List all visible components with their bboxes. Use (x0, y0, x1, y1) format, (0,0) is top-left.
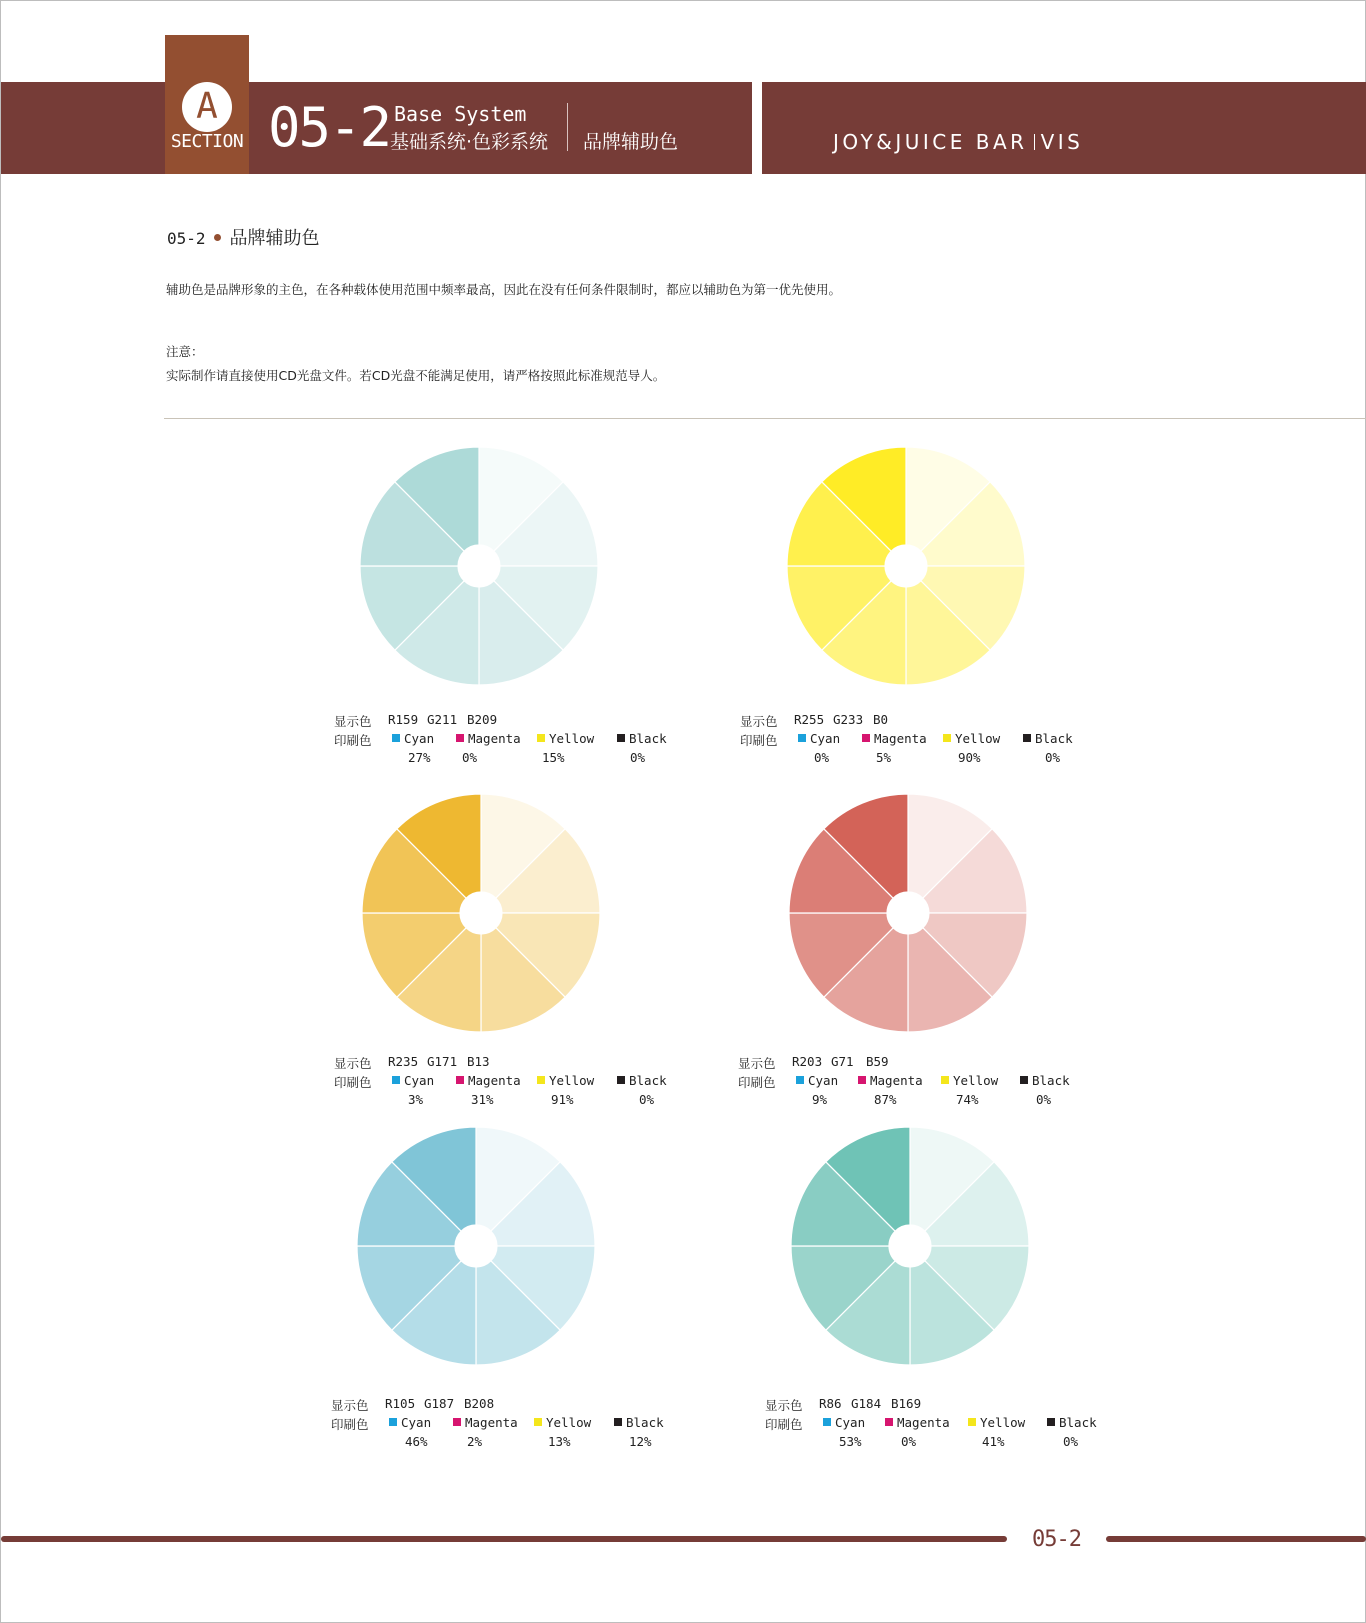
section-heading (167, 224, 320, 250)
black-percent: 0% (1045, 750, 1061, 765)
display-color-label: 显示色 (331, 1398, 369, 1413)
magenta-label: Magenta (468, 1073, 521, 1088)
cyan-swatch-icon (796, 1076, 804, 1084)
wheel-center-hole (460, 892, 502, 934)
brand-name-right: VIS (1040, 130, 1084, 154)
magenta-swatch-icon (862, 734, 870, 742)
header-bar-right (762, 82, 1366, 174)
display-color-label: 显示色 (334, 1056, 372, 1071)
black-swatch-icon (617, 1076, 625, 1084)
rgb-b: B169 (891, 1396, 922, 1411)
brand-separator (1034, 134, 1035, 150)
yellow-label: Yellow (955, 731, 1001, 746)
print-color-label: 印刷色 (738, 1075, 776, 1090)
content-divider (164, 418, 1366, 419)
footer-page-number: 05-2 (1032, 1527, 1081, 1552)
rgb-g: G71 (831, 1054, 854, 1069)
section-heading-number: 05-2 (167, 229, 206, 248)
cyan-percent: 27% (408, 750, 431, 765)
black-label: Black (1035, 731, 1073, 746)
black-label: Black (1059, 1415, 1097, 1430)
magenta-percent: 87% (874, 1092, 897, 1107)
rgb-r: R255 (794, 712, 825, 727)
magenta-label: Magenta (874, 731, 927, 746)
print-color-label: 印刷色 (765, 1417, 803, 1432)
yellow-percent: 90% (958, 750, 981, 765)
rgb-b: B208 (464, 1396, 495, 1411)
black-swatch-icon (617, 734, 625, 742)
rgb-g: G171 (427, 1054, 458, 1069)
yellow-percent: 13% (548, 1434, 571, 1449)
black-percent: 0% (1063, 1434, 1079, 1449)
black-percent: 12% (629, 1434, 652, 1449)
yellow-swatch-icon (941, 1076, 949, 1084)
rgb-g: G233 (833, 712, 864, 727)
magenta-label: Magenta (465, 1415, 518, 1430)
magenta-swatch-icon (456, 1076, 464, 1084)
bullet-dot (214, 234, 221, 241)
footer-line-left (1, 1536, 1007, 1542)
color-wheel-red (788, 793, 1028, 1033)
black-label: Black (629, 731, 667, 746)
section-heading-title: 品牌辅助色 (229, 228, 320, 249)
color-wheel-teal (359, 446, 599, 686)
magenta-percent: 0% (462, 750, 478, 765)
cyan-percent: 46% (405, 1434, 428, 1449)
magenta-label: Magenta (897, 1415, 950, 1430)
yellow-percent: 91% (551, 1092, 574, 1107)
black-swatch-icon (1047, 1418, 1055, 1426)
print-color-label: 印刷色 (331, 1417, 369, 1432)
cyan-swatch-icon (392, 1076, 400, 1084)
display-color-label: 显示色 (738, 1056, 776, 1071)
wheel-center-hole (889, 1225, 931, 1267)
cyan-swatch-icon (389, 1418, 397, 1426)
cyan-swatch-icon (392, 734, 400, 742)
print-color-label: 印刷色 (334, 1075, 372, 1090)
rgb-g: G211 (427, 712, 458, 727)
black-percent: 0% (1036, 1092, 1052, 1107)
black-label: Black (626, 1415, 664, 1430)
magenta-swatch-icon (456, 734, 464, 742)
yellow-label: Yellow (980, 1415, 1026, 1430)
cyan-label: Cyan (808, 1073, 839, 1088)
yellow-swatch-icon (537, 1076, 545, 1084)
rgb-b: B59 (866, 1054, 889, 1069)
footer-line-right (1106, 1536, 1366, 1542)
display-color-label: 显示色 (334, 714, 372, 729)
cyan-percent: 53% (839, 1434, 862, 1449)
yellow-percent: 41% (982, 1434, 1005, 1449)
color-info-yellow (740, 712, 1100, 772)
yellow-percent: 15% (542, 750, 565, 765)
magenta-swatch-icon (858, 1076, 866, 1084)
magenta-percent: 5% (876, 750, 892, 765)
rgb-g: G184 (851, 1396, 882, 1411)
header-title-en: Base System (394, 102, 527, 126)
rgb-b: B13 (467, 1054, 490, 1069)
yellow-label: Yellow (546, 1415, 592, 1430)
cyan-label: Cyan (404, 731, 435, 746)
rgb-g: G187 (424, 1396, 455, 1411)
yellow-label: Yellow (549, 731, 595, 746)
magenta-percent: 31% (471, 1092, 494, 1107)
magenta-label: Magenta (870, 1073, 923, 1088)
color-wheel-green (790, 1126, 1030, 1366)
black-swatch-icon (614, 1418, 622, 1426)
print-color-label: 印刷色 (740, 733, 778, 748)
wheel-center-hole (455, 1225, 497, 1267)
rgb-r: R235 (388, 1054, 419, 1069)
note-text: 实际制作请直接使用CD光盘文件。若CD光盘不能满足使用，请严格按照此标准规范导人。 (166, 368, 666, 383)
rgb-b: B0 (873, 712, 889, 727)
yellow-swatch-icon (534, 1418, 542, 1426)
magenta-label: Magenta (468, 731, 521, 746)
cyan-label: Cyan (835, 1415, 866, 1430)
header-title-cn: 基础系统·色彩系统 (390, 131, 549, 153)
cyan-label: Cyan (401, 1415, 432, 1430)
yellow-label: Yellow (953, 1073, 999, 1088)
wheel-center-hole (458, 545, 500, 587)
yellow-swatch-icon (537, 734, 545, 742)
rgb-r: R105 (385, 1396, 416, 1411)
display-color-label: 显示色 (765, 1398, 803, 1413)
color-info-teal (334, 712, 694, 772)
header-page-topic: 品牌辅助色 (583, 131, 679, 153)
yellow-percent: 74% (956, 1092, 979, 1107)
magenta-swatch-icon (885, 1418, 893, 1426)
cyan-label: Cyan (404, 1073, 435, 1088)
black-swatch-icon (1020, 1076, 1028, 1084)
color-info-blue (331, 1396, 691, 1456)
black-percent: 0% (630, 750, 646, 765)
cyan-swatch-icon (798, 734, 806, 742)
chapter-number: 05-2 (268, 96, 391, 159)
black-label: Black (629, 1073, 667, 1088)
wheel-center-hole (885, 545, 927, 587)
wheel-center-hole (887, 892, 929, 934)
print-color-label: 印刷色 (334, 733, 372, 748)
color-info-green (765, 1396, 1125, 1456)
color-wheel-yellow (786, 446, 1026, 686)
header-divider (567, 103, 568, 151)
magenta-percent: 0% (901, 1434, 917, 1449)
section-word: SECTION (170, 131, 244, 152)
black-percent: 0% (639, 1092, 655, 1107)
color-wheel-blue (356, 1126, 596, 1366)
color-info-orange (334, 1054, 694, 1114)
black-label: Black (1032, 1073, 1070, 1088)
cyan-percent: 0% (814, 750, 830, 765)
yellow-swatch-icon (943, 734, 951, 742)
intro-paragraph: 辅助色是品牌形象的主色，在各种载体使用范围中频率最高，因此在没有任何条件限制时，都应以辅助色为第一优先使用。 (166, 282, 842, 297)
brand-name-left: JOY&JUICE BAR (833, 130, 1028, 154)
section-letter: A (182, 82, 232, 132)
rgb-r: R159 (388, 712, 419, 727)
brand-name (833, 130, 1083, 154)
cyan-percent: 9% (812, 1092, 828, 1107)
magenta-percent: 2% (467, 1434, 483, 1449)
note-label: 注意： (166, 344, 204, 359)
magenta-swatch-icon (453, 1418, 461, 1426)
color-info-red (738, 1054, 1098, 1114)
rgb-b: B209 (467, 712, 498, 727)
black-swatch-icon (1023, 734, 1031, 742)
yellow-swatch-icon (968, 1418, 976, 1426)
rgb-r: R86 (819, 1396, 842, 1411)
cyan-label: Cyan (810, 731, 841, 746)
cyan-percent: 3% (408, 1092, 424, 1107)
display-color-label: 显示色 (740, 714, 778, 729)
color-wheel-orange (361, 793, 601, 1033)
cyan-swatch-icon (823, 1418, 831, 1426)
yellow-label: Yellow (549, 1073, 595, 1088)
rgb-r: R203 (792, 1054, 823, 1069)
